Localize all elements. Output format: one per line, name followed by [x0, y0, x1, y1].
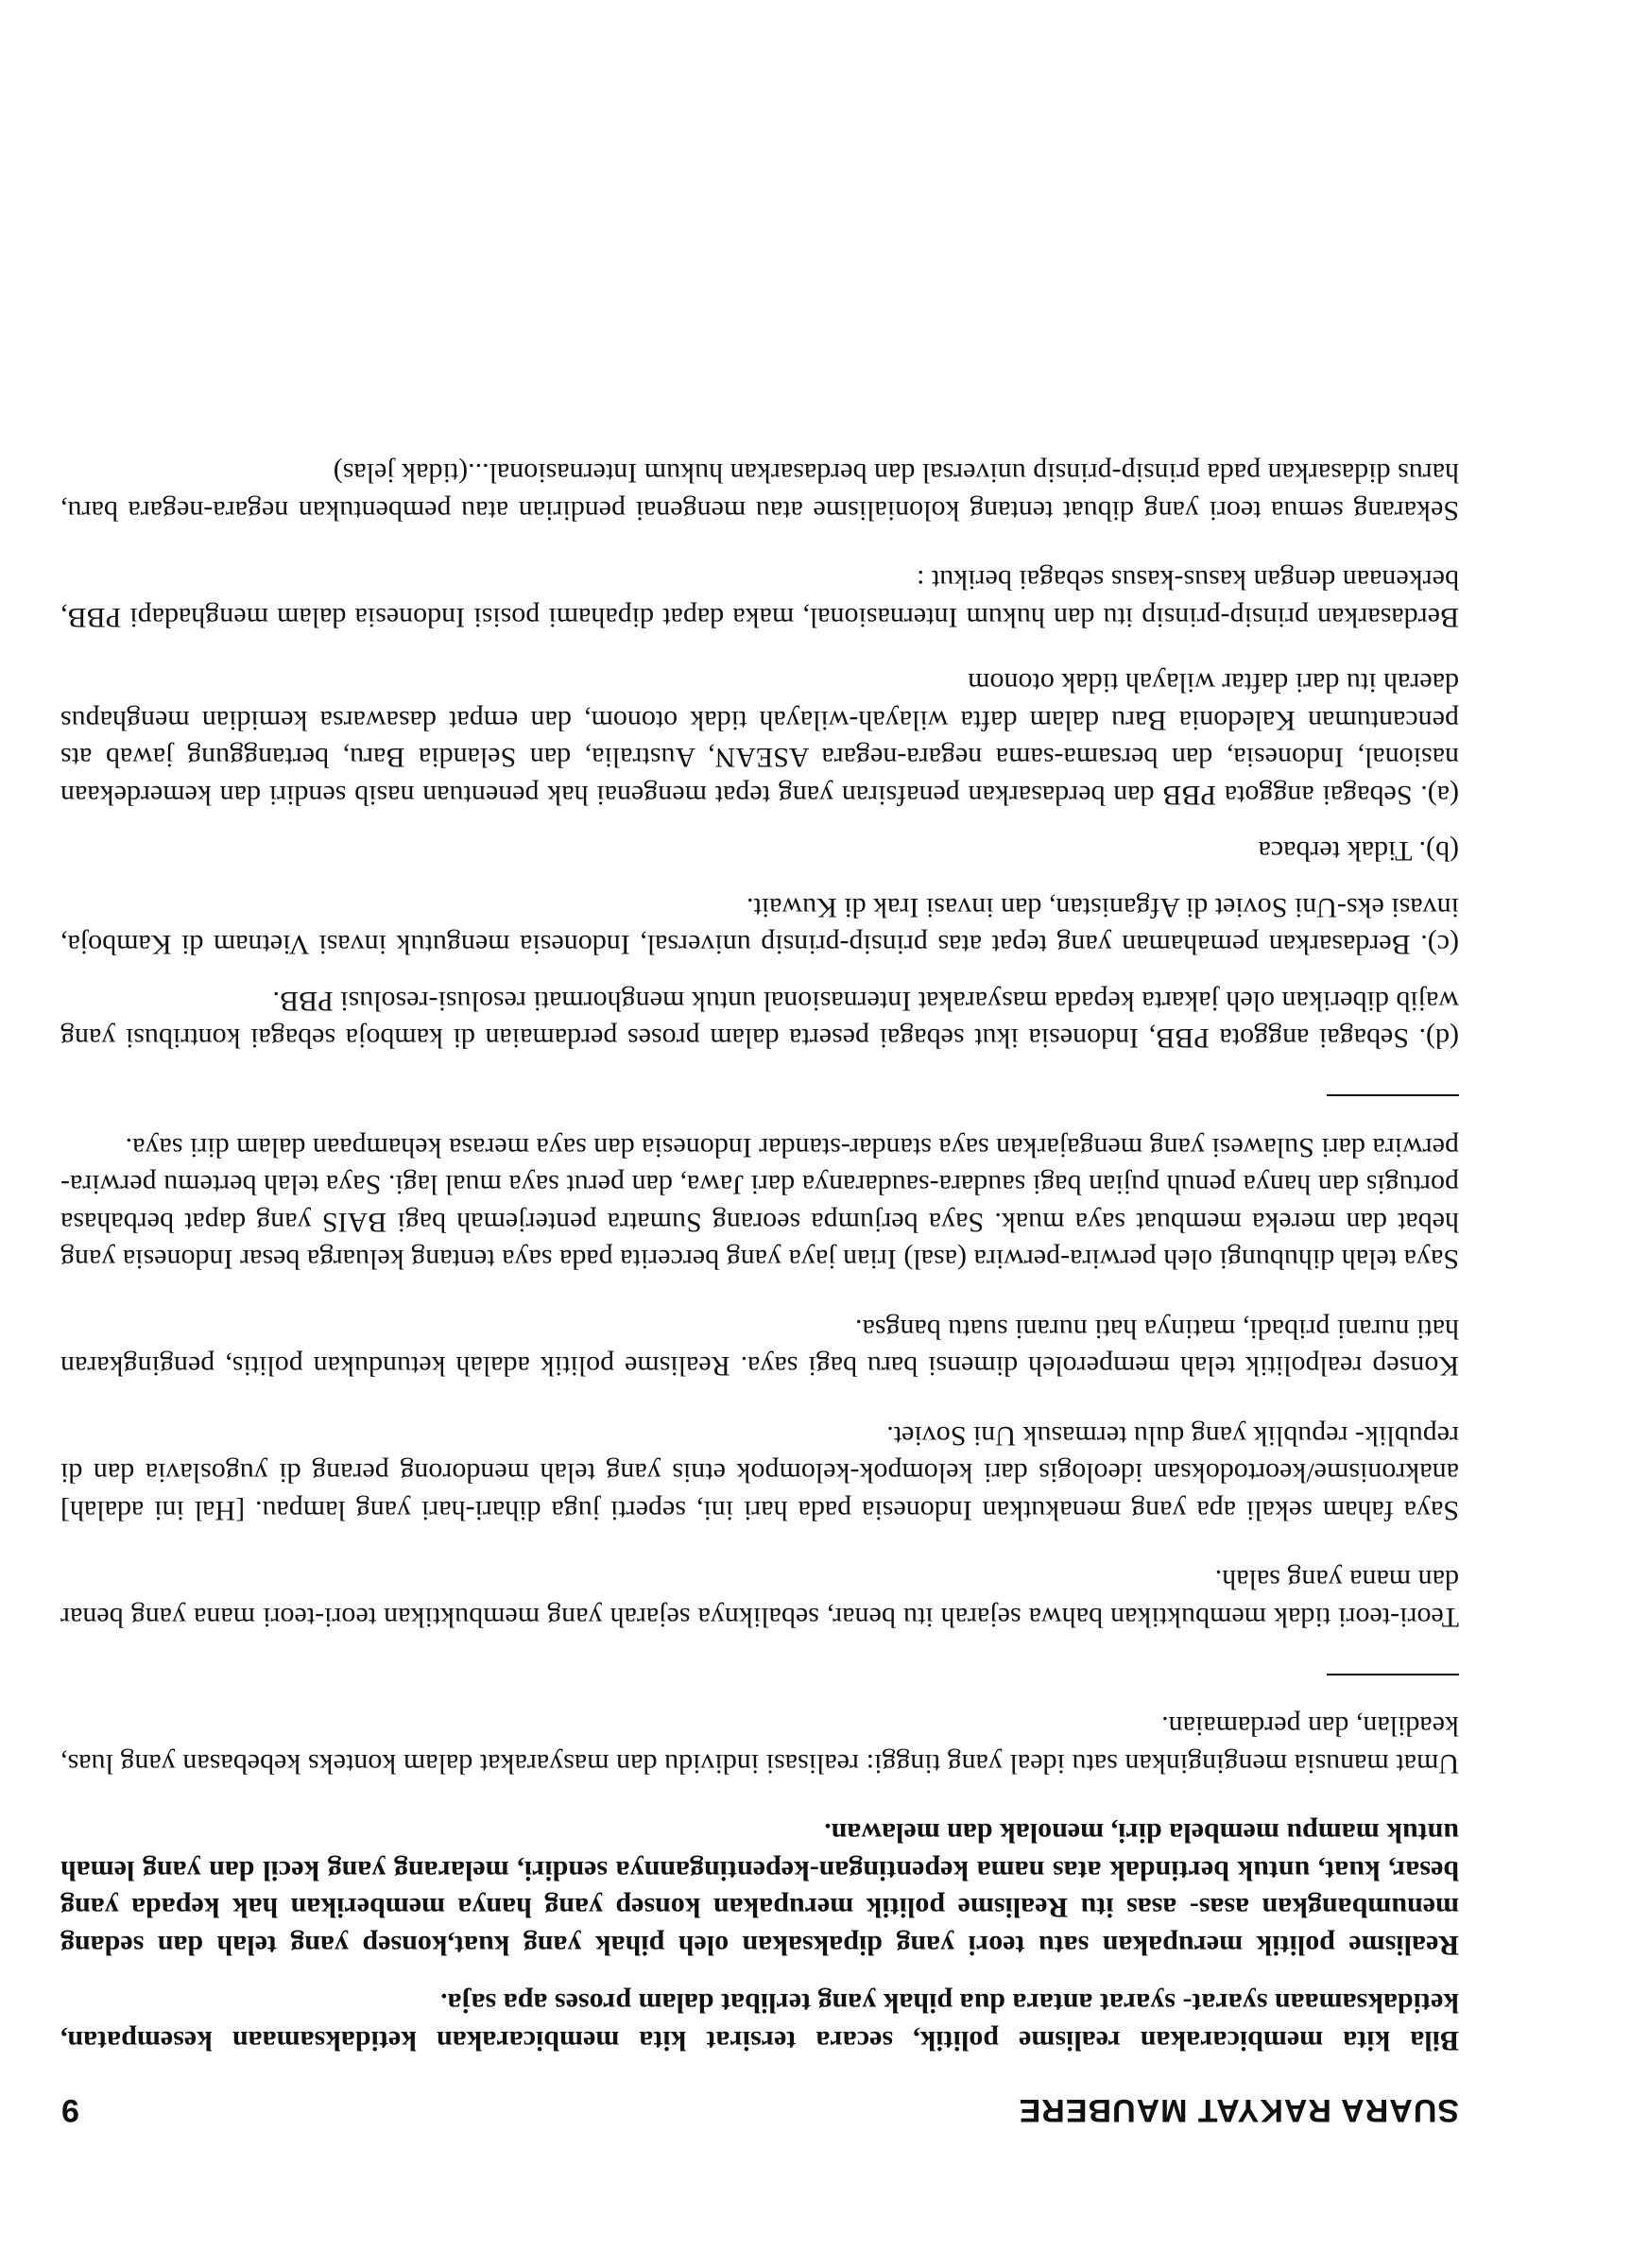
list-item-a: (a). Sebagai anggota PBB dan berdasarkan penafsiran yang tepat mengenai hak penentuan nasib sendiri dan kemerdekaan nasional, Indonesia, dan bersama-sama negara-negara ASEAN, Australia, dan Selandia Baru, bertanggung jawab ats pencantuman Kaledonia Baru dalam dafta wilayah-wilayah tidak otonom, dan empat dasawarsa kemidian menghapus daerah itu dari daftar wilayah tidak otonom	[60, 667, 1459, 811]
paragraph-realpolitik: Konsep realpolitik telah memperoleh dimensi baru bagi saya. Realisme politik adalah ketundukan politis, pengingkaran hati nurani pribadi, matinya hati nurani suatu bangsa.	[60, 1314, 1459, 1383]
page-header	[60, 2091, 1459, 2128]
paragraph-umat-manusia: Umat manusia menginginkan satu ideal yang tinggi: realisasi individu dan masyarakat dalam konteks kebebasan yang luas, keadilan, dan perdamaian.	[60, 1710, 1459, 1779]
paragraph-teori-kolonialisme: Sekarang semua teori yang dibuat tentang kolonialisme atau mengenai pendirian atau pembentukan negara-negara baru, harus didasarkan pada prinsip-prinsip universal dan berdasarkan hukum Internasional...(tidak jelas)	[60, 457, 1459, 526]
list-item-b: (b). Tidak terbaca	[1258, 835, 1459, 868]
paragraph-faham-indonesia: Saya faham sekali apa yang menakutkan Indonesia pada hari ini, seperti juga dihari-hari yang lampau. [Hal ini adalah] anakronisme/keortodoksan ideologis dari kelompok-kelompok etnis yang telah mendorong perang di yugoslavia dan di republik- republik yang dulu termasuk Uni Soviet.	[60, 1420, 1459, 1526]
paragraph-perwira: Saya telah dihubungi oleh perwira-perwira (asal) Irian jaya yang bercerita pada saya tentang keluarga besar Indonesia yang hebat dan mereka membuat saya muak. Saya berjumpa seorang Sumatra penterjemah bagi BAIS yang dapat berbahasa portugis dan hanya penuh pujian bagi saudara-saudaranya dari Jawa, dan perut saya mual lagi. Saya telah bertemu perwira-perwira dari Sulawesi yang mengajarkan saya standar-standar Indonesia dan saya merasa kehampaan dalam diri saya.	[60, 1132, 1459, 1276]
page-number: 9	[60, 2092, 79, 2128]
section-divider	[1327, 1674, 1459, 1675]
list-item-c: (c). Berdasarkan pemahaman yang tepat atas prinsip-prinsip universal, Indonesia mengutuk invasi Vietnam di Kamboja, invasi eks-Uni Soviet di Afganistan, dan invasi Irak di Kuwait.	[60, 892, 1459, 961]
paragraph-realisme-definisi: Realisme politik merupakan satu teori yang dipaksakan oleh pihak yang kuat,konsep yang telah dan sedang menumbangkan asas- asas itu Realisme politik merupakan konsep yang hanya memberikan hak kepada yang besar, kuat, untuk bertindak atas nama kepentingan-kepentingannya sendiri, melarang yang kecil dan yang lemah untuk mampu membela diri, menolak dan melawan.	[60, 1817, 1459, 1961]
list-item-d: (d). Sebagai anggota PBB, Indonesia ikut sebagai peserta dalam proses perdamaian di kamboja sebagai kontribusi yang wajib diberikan oleh jakarta kepada masyarakat Internasional untuk menghormati resolusi-resolusi PBB.	[60, 986, 1459, 1055]
paragraph-realisme-kesempatan: Bila kita membicarakan realisme politik, secara tersirat kita membicarakan ketidaksamaan kesempatan, ketidaksamaan syarat- syarat antara dua pihak yang terlibat dalam proses apa saja.	[60, 1987, 1459, 2056]
publication-title: SUARA RAKYAT MAUBERE	[1018, 2092, 1459, 2128]
paragraph-teori-sejarah: Teori-teori tidak membuktikan bahwa sejarah itu benar, sebaliknya sejarah yang membuktikan teori-teori mana yang benar dan mana yang salah.	[60, 1564, 1459, 1633]
paragraph-posisi-indonesia: Berdasarkan prinsip-prinsip itu dan hukum Internasional, maka dapat dipahami posisi Indonesia dalam menghadapi PBB, berkenaan dengan kasus-kasus sebagai berikut :	[60, 564, 1459, 633]
section-divider	[1327, 1095, 1459, 1097]
page-content	[60, 422, 1459, 2128]
